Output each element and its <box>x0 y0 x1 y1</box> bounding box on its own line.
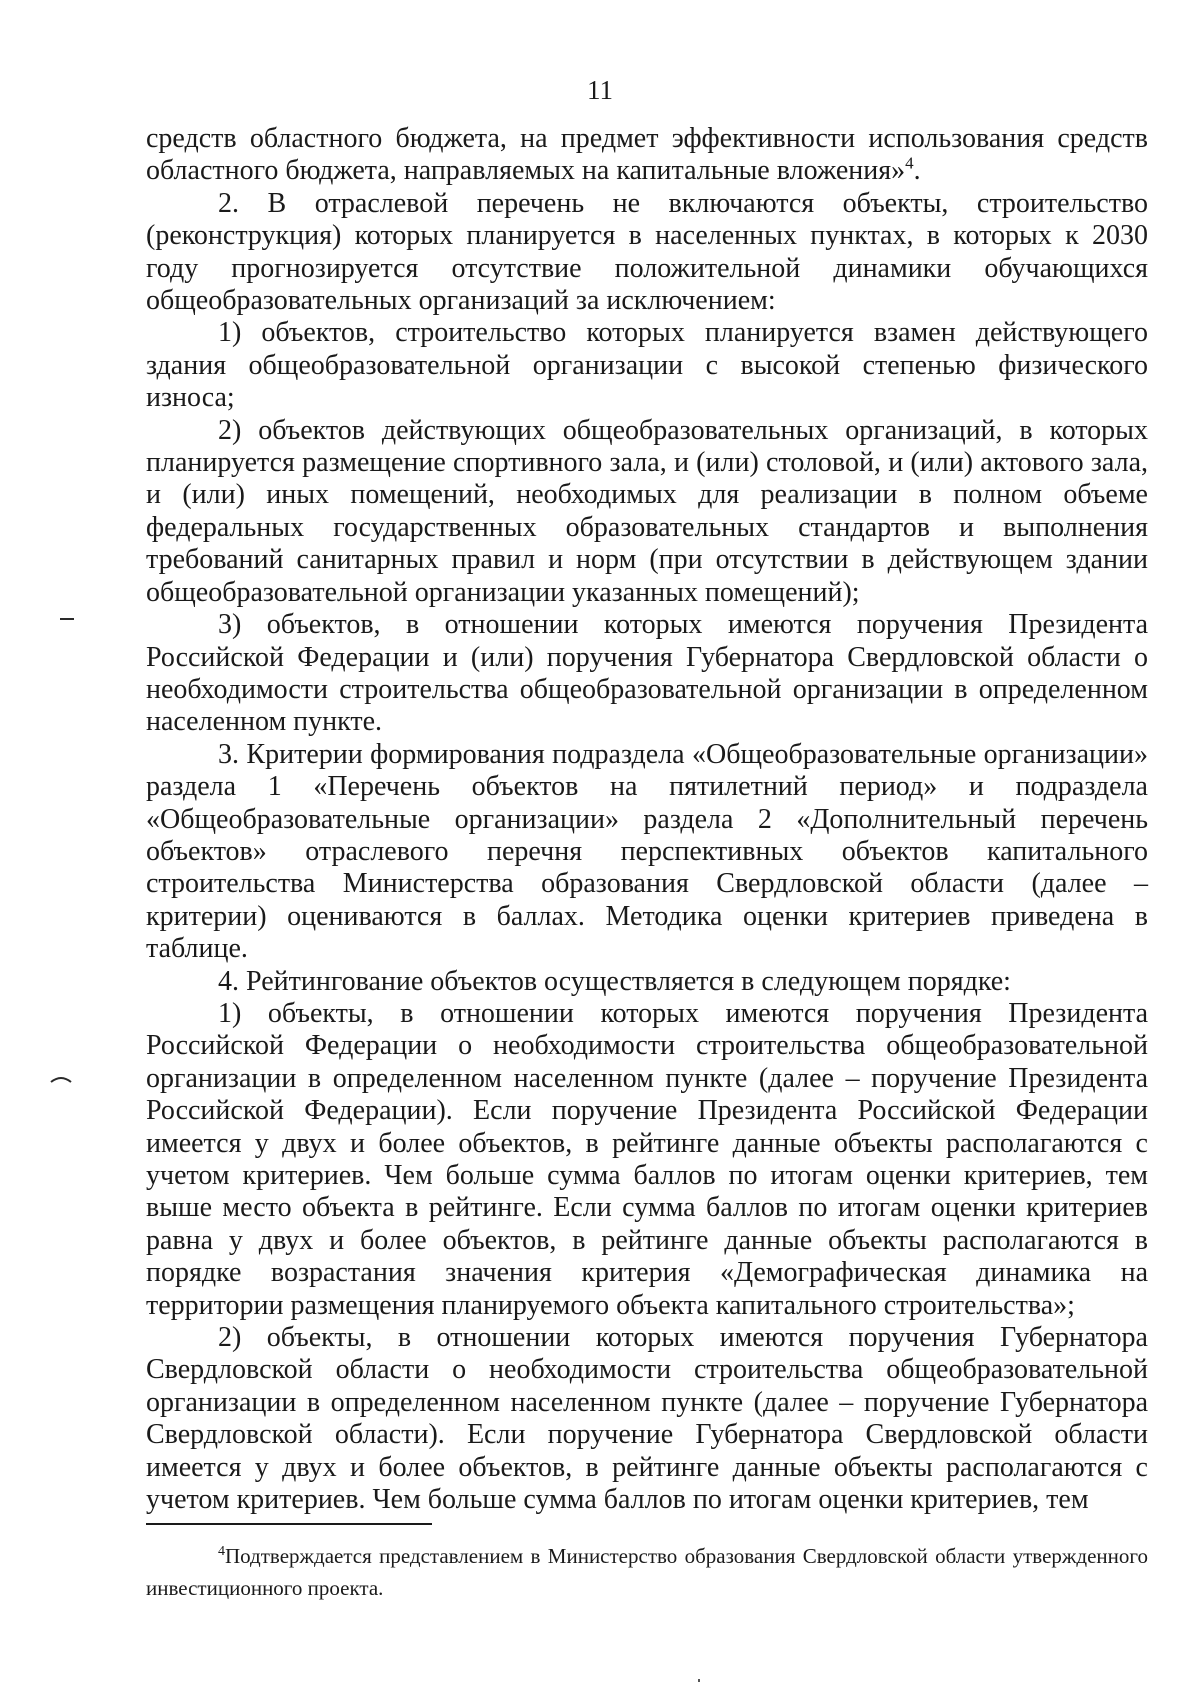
footnote-divider <box>146 1523 432 1525</box>
margin-arc-mark <box>50 1071 72 1089</box>
footnote-text: Подтверждается представлением в Министерство образования Свердловской области утвержденного инвестиционного проекта. <box>146 1544 1148 1600</box>
paragraph-subitem-1: 1) объектов, строительство которых планируется взамен действующего здания общеобразовательной организации с высокой степенью физического износа; <box>146 317 1148 414</box>
footnote <box>146 1540 1148 1604</box>
scan-dot-mark <box>698 1679 700 1682</box>
body-text <box>146 123 1148 1516</box>
paragraph-item-2: 2. В отраслевой перечень не включаются объекты, строительство (реконструкция) которых планируется в населенных пунктах, в которых к 2030 году прогнозируется отсутствие положительной динамики обучающихся общеобразовательных организаций за исключением: <box>146 187 1148 317</box>
arc-mark-icon <box>50 1074 72 1084</box>
page-number: 11 <box>587 75 613 105</box>
margin-dash-mark <box>60 618 74 620</box>
paragraph-subitem-3: 3) объектов, в отношении которых имеются поручения Президента Российской Федерации и (или) поручения Губернатора Свердловской области о необходимости строительства общеобразовательной организации в определенном населенном пункте. <box>146 609 1148 738</box>
paragraph-item-3: 3. Критерии формирования подраздела «Общеобразовательные организации» раздела 1 «Перечень объектов на пятилетний период» и подраздела «Общеобразовательные организации» раздела 2 «Дополнительный перечень объектов» отраслевого перечня перспективных объектов капитального строительства Министерства образования Свердловской области (далее – критерии) оцениваются в баллах. Методика оценки критериев приведена в таблице. <box>146 738 1148 965</box>
paragraph-rating-1: 1) объекты, в отношении которых имеются поручения Президента Российской Федерации о необходимости строительства общеобразовательной организации в определенном населенном пункте (далее – поручение Президента Российской Федерации). Если поручение Президента Российской Федерации имеется у двух и более объектов, в рейтинге данные объекты располагаются с учетом критериев. Чем больше сумма баллов по итогам оценки критериев, тем выше место объекта в рейтинге. Если сумма баллов по итогам оценки критериев равна у двух и более объектов, в рейтинге данные объекты располагаются в порядке возрастания значения критерия «Демографическая динамика на территории размещения планируемого объекта капитального строительства»; <box>146 997 1148 1321</box>
paragraph-rating-2: 2) объекты, в отношении которых имеются поручения Губернатора Свердловской области о необходимости строительства общеобразовательной организации в определенном населенном пункте (далее – поручение Губернатора Свердловской области). Если поручение Губернатора Свердловской области имеется у двух и более объектов, в рейтинге данные объекты располагаются с учетом критериев. Чем больше сумма баллов по итогам оценки критериев, тем <box>146 1322 1148 1516</box>
paragraph-subitem-2: 2) объектов действующих общеобразовательных организаций, в которых планируется размещение спортивного зала, и (или) столовой, и (или) актового зала, и (или) иных помещений, необходимых для реализации в полном объеме федеральных государственных образовательных стандартов и выполнения требований санитарных правил и норм (при отсутствии в действующем здании общеобразовательной организации указанных помещений); <box>146 414 1148 608</box>
footnote-marker: 4 <box>218 1544 225 1559</box>
footnote-reference: 4 <box>905 154 914 174</box>
paragraph-budget-continuation: средств областного бюджета, на предмет эффективности использования средств областного бюджета, направляемых на капитальные вложения»$^4$. <box>146 123 1148 187</box>
paragraph-item-4: 4. Рейтингование объектов осуществляется в следующем порядке: <box>218 965 1011 997</box>
